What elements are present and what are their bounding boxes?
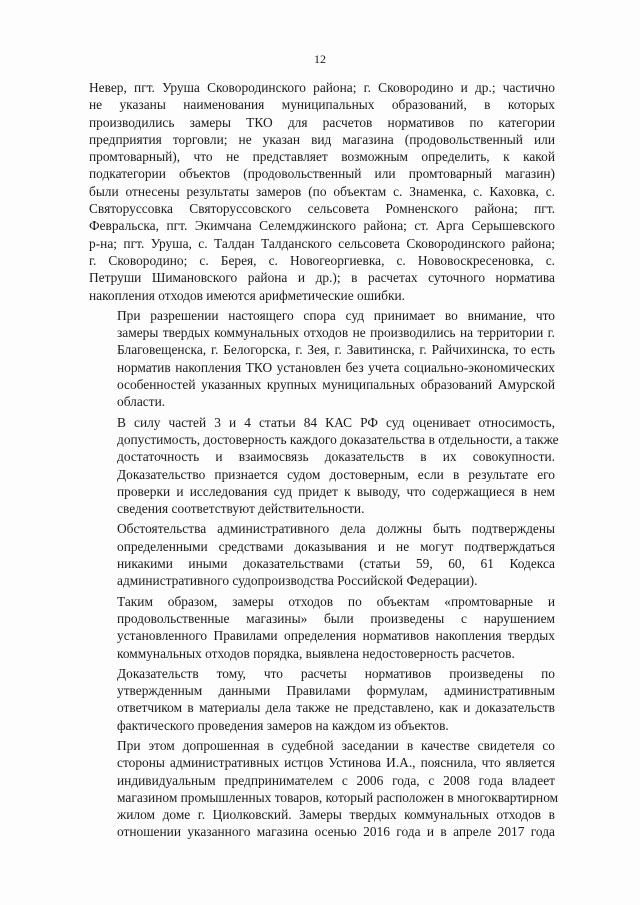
text-line: утвержденным данными Правилами формулам, административным bbox=[117, 683, 555, 699]
paragraph bbox=[89, 737, 559, 841]
text-line: отношении указанного магазина осенью 2016 года и в апреле 2017 года bbox=[117, 824, 555, 840]
text-line: Обстоятельства административного дела должны быть подтверждены bbox=[117, 521, 555, 537]
text-line: коммунальных отходов порядка, выявлена недостоверность расчетов. bbox=[117, 645, 515, 661]
paragraph bbox=[89, 520, 555, 589]
text-line: установленного Правилами определения нормативов накопления твердых bbox=[117, 628, 555, 644]
text-line: подкатегории объектов (продовольственный или промтоварный магазин) bbox=[89, 166, 555, 182]
text-line: Доказательство признается судом достоверным, если в результате его bbox=[117, 466, 555, 482]
text-line: г. Сковородино; с. Берея, с. Новогеоргиевка, с. Нововоскресеновка, с. bbox=[89, 252, 555, 268]
text-line: производились замеры ТКО для расчетов нормативов по категории bbox=[89, 114, 555, 130]
text-line: Святоруссовка Святоруссовского сельсовета Ромненского района; пгт. bbox=[89, 201, 555, 217]
text-line: проверки и исследования суд придет к выводу, что содержащиеся в нем bbox=[117, 483, 555, 499]
text-line: сведения соответствуют действительности. bbox=[117, 501, 365, 517]
text-line: При этом допрошенная в судебной заседании в качестве свидетеля со bbox=[117, 737, 555, 753]
text-line: не указаны наименования муниципальных образований, в которых bbox=[89, 97, 555, 113]
text-line: были отнесены результаты замеров (по объектам с. Знаменка, с. Каховка, с. bbox=[89, 183, 555, 199]
text-line: никакими иными доказательствами (статьи 59, 60, 61 Кодекса bbox=[117, 556, 555, 572]
text-line: фактического проведения замеров на каждом из объектов. bbox=[117, 717, 449, 733]
text-line: замеры твердых коммунальных отходов не производились на территории г. bbox=[117, 325, 555, 341]
text-line: стороны административных истцов Устинова И.А., пояснила, что является bbox=[117, 755, 555, 771]
paragraph bbox=[89, 414, 559, 518]
text-line: жилом доме г. Циолковский. Замеры твердых коммунальных отходов в bbox=[117, 807, 555, 823]
text-line: магазином промышленных товаров, который расположен в многоквартирном bbox=[117, 789, 559, 805]
text-line: накопления отходов имеются арифметические ошибки. bbox=[89, 287, 406, 303]
text-line: определенными средствами доказывания и не могут подтверждаться bbox=[117, 538, 555, 554]
text-line: ответчиком в материалы дела также не представлено, как и доказательств bbox=[117, 700, 555, 716]
paragraph bbox=[89, 665, 555, 734]
text-line: индивидуальным предпринимателем с 2006 года, с 2008 года владеет bbox=[117, 772, 555, 788]
text-line: Февральска, пгт. Экимчана Селемджинского района; ст. Арга Серышевского bbox=[89, 218, 555, 234]
text-line: области. bbox=[117, 394, 166, 410]
text-line: Таким образом, замеры отходов по объектам «промтоварные и bbox=[117, 593, 555, 609]
text-line: Петруши Шимановского района и др.); в расчетах суточного норматива bbox=[89, 270, 555, 286]
text-line: продовольственные магазины» были произведены с нарушением bbox=[117, 610, 555, 626]
paragraph bbox=[89, 307, 555, 411]
document-body bbox=[89, 79, 559, 841]
text-line: допустимость, достоверность каждого доказательства в отдельности, а также bbox=[117, 431, 559, 447]
paragraph bbox=[89, 79, 555, 304]
text-line: Невер, пгт. Уруша Сковородинского района; г. Сковородино и др.; частично bbox=[89, 80, 555, 95]
paragraph bbox=[89, 593, 555, 662]
text-line: предприятия торговли; не указан вид магазина (продовольственный или bbox=[89, 131, 555, 147]
text-line: административного судопроизводства Российской Федерации). bbox=[117, 573, 478, 589]
text-line: особенностей указанных крупных муниципальных образований Амурской bbox=[117, 377, 555, 393]
text-line: Благовещенска, г. Белогорска, г. Зея, г. Завитинска, г. Райчихинска, то есть bbox=[117, 342, 555, 358]
text-line: промтоварный), что не представляет возможным определить, к какой bbox=[89, 149, 555, 165]
text-line: При разрешении настоящего спора суд принимает во внимание, что bbox=[117, 307, 555, 323]
text-line: достаточность и взаимосвязь доказательств в их совокупности. bbox=[117, 449, 555, 465]
text-line: норматив накопления ТКО установлен без учета социально-экономических bbox=[117, 359, 555, 375]
page-number: 12 bbox=[314, 52, 326, 66]
text-line: Доказательств тому, что расчеты нормативов произведены по bbox=[117, 665, 555, 681]
text-line: В силу частей 3 и 4 статьи 84 КАС РФ суд оценивает относимость, bbox=[117, 414, 555, 430]
text-line: р-на; пгт. Уруша, с. Талдан Талданского сельсовета Сковородинского района; bbox=[89, 235, 555, 251]
